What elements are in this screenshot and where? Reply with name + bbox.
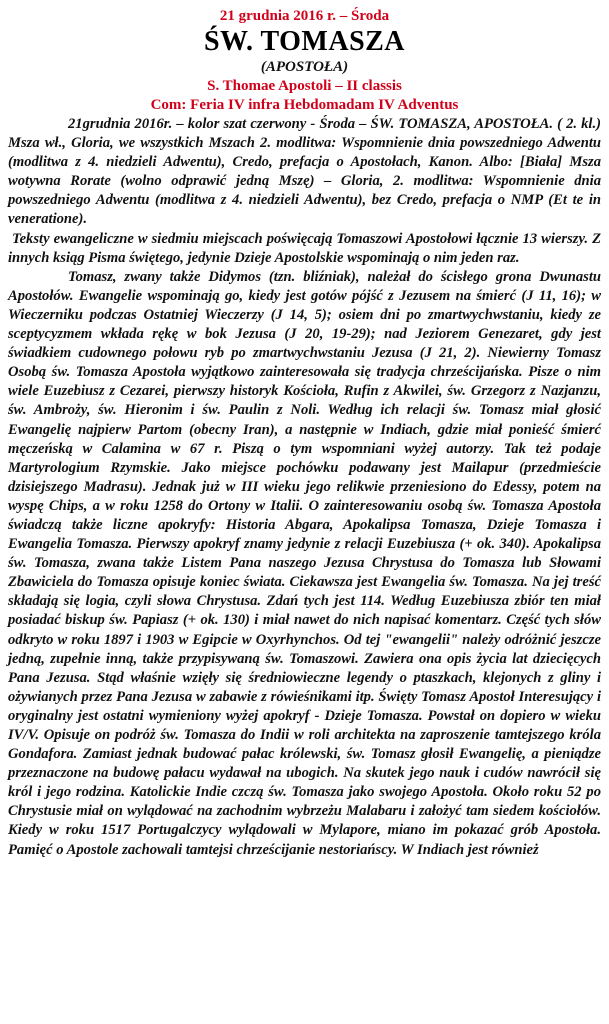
commemoration-line: Com: Feria IV infra Hebdomadam IV Adventus [150, 97, 459, 113]
liturgical-instructions-paragraph: 21grudnia 2016r. – kolor szat czerwony - Środa – ŚW. TOMASZA, APOSTOŁA. ( 2. kl.) Msza wł., Gloria, we wszystkich Mszach 2. modlitwa: Wspomnienie dnia powszedniego Adwentu (modlitwa z 4. niedzieli Adwentu), Credo, prefacja o Apostołach, Kanon. Albo: [Biała] Msza wotywna Rorate (wolno odprawić jedną Mszę) – Gloria, 2. modlitwa: Wspomnienie dnia powszedniego Adwentu (modlitwa z 4. niedzieli Adwentu), bez Credo, prefacja o NMP (Et te in veneratione). [8, 116, 601, 228]
gospel-texts-paragraph: Teksty ewangeliczne w siedmiu miejscach poświęcają Tomaszowi Apostołowi łącznie 13 wierszy. Z innych ksiąg Pisma świętego, jedynie Dzieje Apostolskie wspominają o nim jeden raz. [8, 230, 601, 266]
date-heading: 21 grudnia 2016 r. – Środa [219, 8, 390, 24]
page-title: ŚW. TOMASZA [203, 26, 406, 57]
document-page [8, 6, 601, 860]
latin-title: S. Thomae Apostoli – II classis [207, 78, 402, 94]
page-subtitle: (APOSTOŁA) [260, 59, 349, 75]
biography-paragraph: Tomasz, zwany także Didymos (tzn. bliźniak), należał do ścisłego grona Dwunastu Apostołów. Ewangelie wspominają go, kiedy jest gotów pójść z Jezusem na śmierć (J 11, 16); w Wieczerniku podczas Ostatniej Wieczerzy (J 14, 5); osiem dni po zmartwychwstaniu, kiedy ze sceptycyzmem wkłada rękę w bok Jezusa (J 20, 19-29); nad Jeziorem Genezaret, gdy jest świadkiem cudownego połowu ryb po zmartwychwstaniu Jezusa (J 21, 2). Niewierny Tomasz Osobą św. Tomasza Apostoła wyjątkowo zainteresowała się tradycja chrześcijańska. Pisze o nim wiele Euzebiusz z Cezarei, pierwszy historyk Kościoła, Rufin z Akwilei, św. Grzegorz z Nazjanzu, św. Ambroży, św. Hieronim i św. Paulin z Noli. Według ich relacji św. Tomasz miał głosić Ewangelię najpierw Partom (obecny Iran), a następnie w Indiach, gdzie miał ponieść śmierć męczeńską w Calamina w 67 r. Piszą o tym wspomniani wyżej autorzy. Tak też podaje Martyrologium Rzymskie. Jako miejsce pochówku podawany jest Mailapur (przedmieście dzisiejszego Madrasu). Jednak już w III wieku jego relikwie przeniesiono do Edessy, potem na wyspę Chips, a w roku 1258 do Ortony w Italii. O zainteresowaniu osobą św. Tomasza Apostoła świadczą także liczne apokryfy: Historia Abgara, Apokalipsa Tomasza, Dzieje Tomasza i Ewangelia Tomasza. Pierwszy apokryf znamy jedynie z relacji Euzebiusza (+ ok. 340). Apokalipsa św. Tomasza, zwana także Listem Pana naszego Jezusa Chrystusa do Tomasza lub Słowami Zbawiciela do Tomasza opisuje koniec świata. Ciekawsza jest Ewangelia św. Tomasza. Na jej treść składają się logia, czyli słowa Chrystusa. Zdań tych jest 114. Według Euzebiusza zbiór ten miał posiadać biskup św. Papiasz (+ ok. 130) i miał nawet do nich napisać komentarz. Część tych słów odkryto w roku 1897 i 1903 w Egipcie w Oxyrhynchos. Od tej "ewangelii" należy odróżnić jeszcze jedną, zupełnie inną, także przypisywaną św. Tomaszowi. Zawiera ona opis życia lat dziecięcych Pana Jezusa. Stąd właśnie wzięły się średniowieczne legendy o ptaszkach, klejonych z gliny i ożywianych przez Pana Jezusa w zabawie z rówieśnikami itp. Święty Tomasz Apostoł Interesujący i oryginalny jest ostatni wymieniony wyżej apokryf - Dzieje Tomasza. Powstał on dopiero w wieku IV/V. Opisuje on podróż św. Tomasza do Indii w roli architekta na zaproszenie tamtejszego króla Gondafora. Zamiast jednak budować pałac królewski, św. Tomasz głosił Ewangelię, a pieniądze przeznaczone na budowę pałacu wydawał na ubogich. Na skutek jego nauk i cudów nawrócił się król i jego rodzina. Katolickie Indie czczą św. Tomasza jako swojego Apostoła. Około roku 52 po Chrystusie miał on wylądować na zachodnim wybrzeżu Malabaru i założyć tam siedem kościołów. Kiedy w roku 1517 Portugalczycy wylądowali w Mylapore, miano im pokazać grób Apostoła. Pamięć o Apostole zachowali tamtejsi chrześcijanie nestoriańscy. W Indiach jest również [8, 268, 601, 858]
